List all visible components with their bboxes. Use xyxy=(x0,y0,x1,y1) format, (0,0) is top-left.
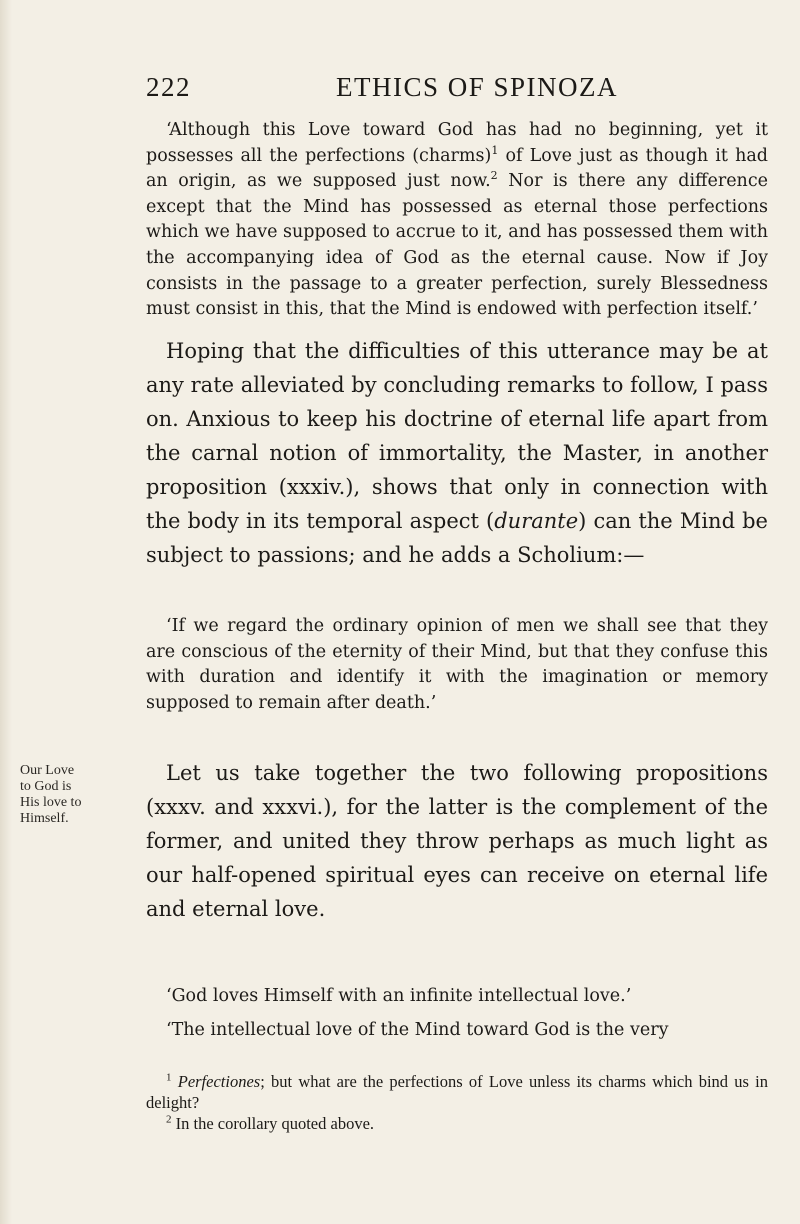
margin-note-line: His love to xyxy=(20,795,82,810)
quote3-line-1: ‘God loves Himself with an infinite intellectual love.’ xyxy=(166,986,632,1006)
quote-block-1 xyxy=(146,118,768,323)
quote1-text-b: of Love just as though it had an origin, as we supposed just now. xyxy=(146,145,768,192)
paragraph-1 xyxy=(146,334,768,572)
para1-text-b: ) can the Mind be subject to passions; and he adds a Scholium:— xyxy=(146,509,768,567)
footnote-2-text: In the corollary quoted above. xyxy=(175,1114,375,1133)
footnote-2 xyxy=(146,1113,768,1134)
footnotes xyxy=(146,1071,768,1134)
quote1-text-c: Nor is there any difference except that the Mind has possessed as eternal those perfections which we have supposed to accrue to it, and has possessed them with the accompanying idea of God as the eternal cause. Now if Joy consists in the passage to a greater perfection, surely Blessedness must consist in this, that the Mind is endowed with perfection itself.’ xyxy=(146,171,768,320)
quote-block-2 xyxy=(146,614,768,716)
quote1-text: ‘Although this Love toward God has had no beginning, yet it possesses all the perfections (charms) xyxy=(146,120,768,166)
footnote-2-number: 2 xyxy=(166,1113,172,1126)
footnote-ref-1[interactable]: 1 xyxy=(491,143,499,157)
quote2-text: ‘If we regard the ordinary opinion of men we shall see that they are conscious of the eternity of their Mind, but that they confuse this with duration and identify it with the imagination or memory supposed to remain after death.’ xyxy=(146,616,768,713)
page-number: 222 xyxy=(146,72,191,102)
quote3-line-2: ‘The intellectual love of the Mind toward God is the very xyxy=(166,1019,669,1040)
running-title: ETHICS OF SPINOZA xyxy=(335,72,619,102)
quote-block-3 xyxy=(146,984,768,1043)
footnote-ref-2[interactable]: 2 xyxy=(490,169,498,183)
margin-note-line: Himself. xyxy=(20,811,69,826)
page-edge xyxy=(0,0,12,1224)
footnote-1-text: ; but what are the perfections of Love unless its charms which bind us in delight? xyxy=(146,1072,769,1112)
para1-text-a: Hoping that the difficulties of this utterance may be at any rate alleviated by concluding remarks to follow, I pass on. Anxious to keep his doctrine of eternal life apart from the carnal notion of immortality, the Master, in another proposition (xxxiv.), shows that only in connection with the body in its temporal aspect ( xyxy=(146,339,768,533)
margin-note xyxy=(20,763,120,827)
para1-italic: durante xyxy=(494,509,579,533)
para2-text: Let us take together the two following propositions (xxxv. and xxxvi.), for the latter is the complement of the former, and united they throw perhaps as much light as our half-opened spiritual eyes can receive on eternal life and eternal love. xyxy=(146,761,768,921)
footnote-1-number: 1 xyxy=(166,1071,172,1084)
paragraph-2 xyxy=(146,756,768,926)
margin-note-line: to God is xyxy=(20,779,72,794)
footnote-1 xyxy=(146,1071,768,1113)
footnote-1-italic: Perfectiones xyxy=(177,1072,261,1091)
margin-note-line: Our Love xyxy=(20,763,75,778)
